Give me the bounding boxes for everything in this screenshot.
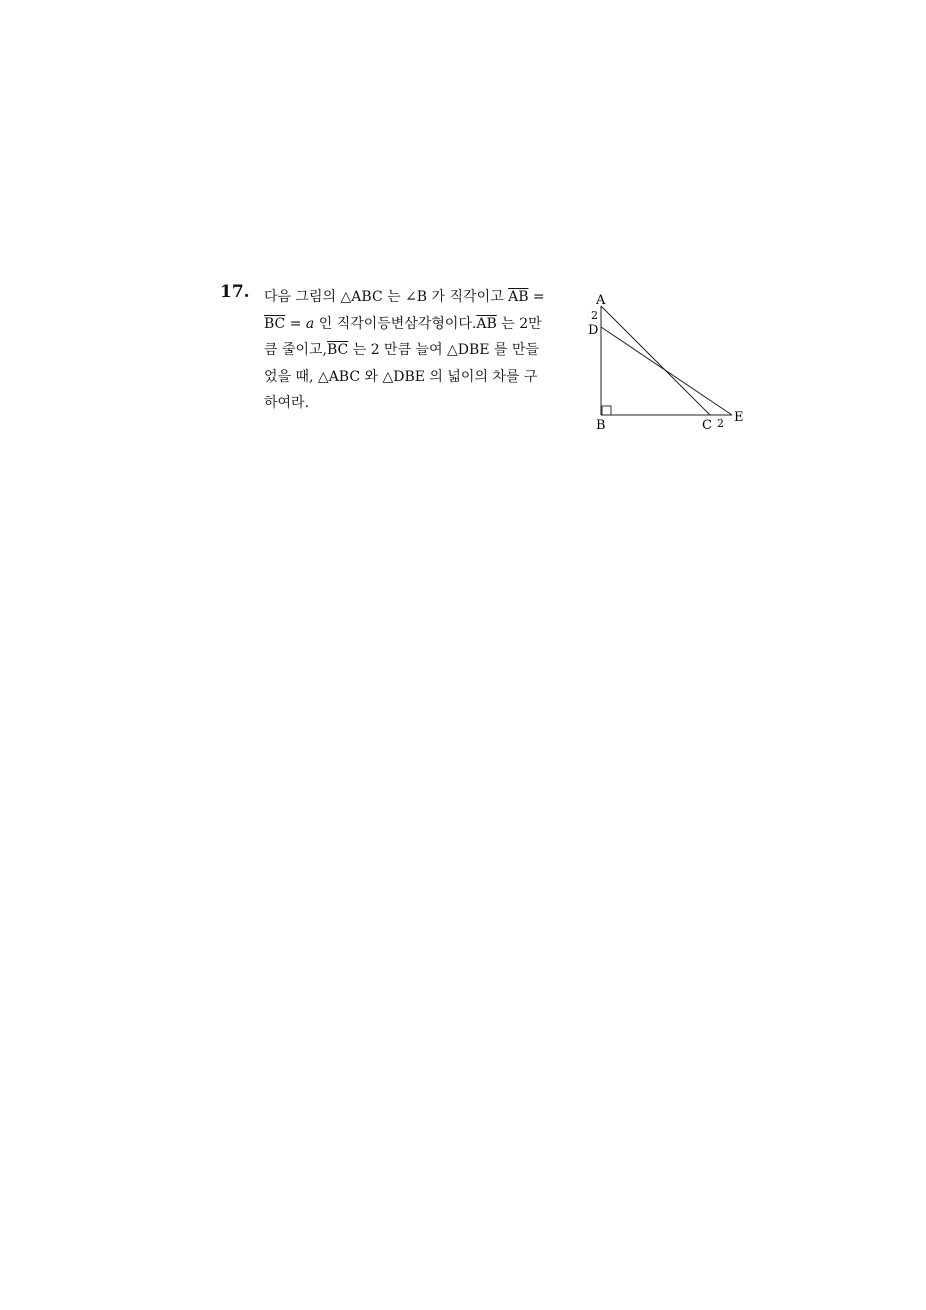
text-segment: 다음 그림의 △ABC 는 ∠B 가 직각이고	[264, 289, 509, 305]
segment-ab: $\overline{AB}$	[508, 289, 529, 305]
label-ad-length: 2	[591, 309, 598, 322]
segment-ab: $\overline{AB}$	[476, 315, 497, 332]
triangle-diagram	[580, 288, 755, 438]
label-d: D	[588, 323, 599, 338]
side-de	[601, 327, 732, 415]
question-number: 17.	[220, 282, 250, 302]
segment-bc: $\overline{BC}$	[327, 342, 349, 358]
label-b: B	[596, 418, 606, 433]
question-text	[264, 284, 574, 417]
text-segment: 인 직각이등변삼각형이다.	[314, 315, 477, 332]
text-segment: 는 2 만큼 늘여 △DBE 를 만들	[348, 342, 540, 358]
text-segment: 하여라.	[264, 395, 310, 411]
side-ac	[601, 306, 710, 415]
text-line-4	[264, 364, 574, 391]
text-segment: 었을 때, △ABC 와 △DBE 의 넓이의 차를 구	[264, 368, 538, 385]
label-e: E	[734, 410, 744, 425]
text-segment: =	[285, 315, 306, 332]
text-segment: 큼 줄이고,	[264, 342, 327, 358]
segment-bc: $\overline{BC}$	[264, 315, 286, 332]
text-line-1	[264, 284, 574, 311]
triangle-figure	[580, 288, 755, 442]
text-segment: 는 2만	[496, 315, 542, 332]
text-line-5	[264, 390, 574, 417]
label-a: A	[596, 293, 606, 308]
right-angle-marker	[602, 406, 611, 415]
text-segment: =	[528, 289, 545, 305]
label-ce-length: 2	[717, 417, 724, 430]
text-line-3	[264, 337, 574, 364]
text-line-2	[264, 311, 574, 338]
label-c: C	[702, 418, 712, 433]
variable-a: a	[305, 315, 315, 332]
